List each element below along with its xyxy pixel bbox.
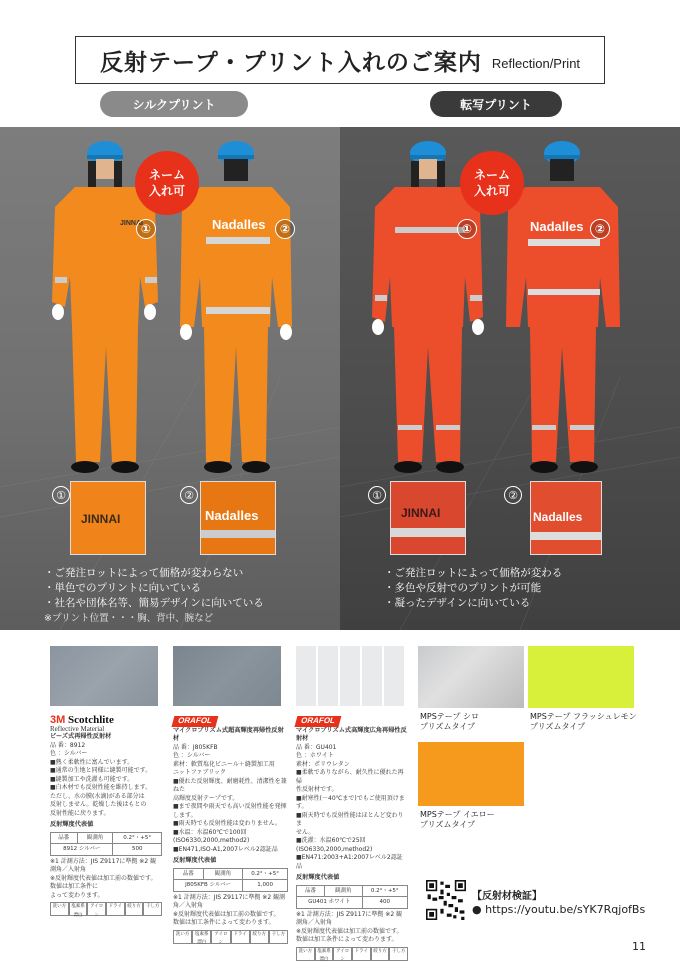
spec2-care-icons: 洗い方 塩素系漂白 アイロン ドライ 絞り方 干し方 (173, 930, 288, 944)
closeup-jinnai-silk (70, 481, 146, 555)
marker-1-silk: ① (136, 219, 156, 239)
spec1-name: ビーズ式再帰性反射材 (50, 733, 112, 740)
silk-print-panel (0, 127, 340, 630)
marker-1-transfer: ① (457, 219, 477, 239)
silk-bullets (44, 566, 264, 626)
spec-orafol-gu401: ORAFOL マイクロプリズム式高輝度広角再帰性反射材 品 番：GU401 色 ：ホワイト 素材：ポリウレタン ■柔軟でありながら、耐久性に優れた再帰 性反射材です。 ■耐寒性(－40℃まで)でもご使用頂けます。 ■雨天時でも反射性能はほとんど変わりま せん。 ■洗濯：水温60℃で25回 (ISO6330,2000,method2) ■EN471:2003+A1:2007レベル2認証品 反射輝度代表値 品番 観測角 0.2°・+5° GU401 ホワイト 400 ※1 計測方法：JIS Z9117に準拠 ※2 観測角／入射角 ※反射輝度代表値は加工前の数値です。 数値は加工条件によって変わります。 洗い方 塩素系漂白 アイロン ドライ 絞り方 干し方 (296, 716, 407, 962)
closeup-1-label-silk: ① (52, 486, 70, 504)
name-ok-badge-silk (135, 151, 199, 215)
closeup-jinnai-transfer (390, 481, 466, 555)
name-ok-badge-transfer (460, 151, 524, 215)
svg-text:Nadalles: Nadalles (530, 219, 584, 234)
spec1-care-icons: 洗い方 塩素系漂白 アイロン ドライ 絞り方 干し方 (50, 902, 162, 916)
video-link[interactable]: ● https://youtu.be/sYK7RqjofBs (472, 903, 646, 916)
3m-logo: 3M Scotchlite (50, 714, 114, 726)
closeup-nadalles-silk (200, 481, 276, 555)
badge-line-1: ネーム (148, 168, 185, 182)
swatch-gu401 (296, 646, 404, 706)
marker-2-silk: ② (275, 219, 295, 239)
tab-transfer-print: 転写プリント (430, 91, 562, 117)
transfer-print-panel (340, 127, 680, 630)
spec2-table: 品番 観測角 0.2°・+5° J805KFB シルバー 1,000 (173, 868, 288, 892)
3m-logo-sub: Reflective Material (50, 724, 105, 733)
silk-bullet-3: ・社名や団体名等、簡易デザインに向いている (44, 597, 264, 609)
page-number: 11 (632, 940, 646, 953)
closeup-nadalles-transfer (530, 481, 602, 555)
page-title: 反射テープ・プリント入れのご案内 (99, 49, 482, 76)
closeup-nadalles-text-2: Nadalles (533, 510, 583, 524)
page-subtitle: Reflection/Print (491, 55, 581, 71)
spec2-name: マイクロプリズム式超高輝度再帰性反射材 (173, 726, 284, 742)
mps-silver-label: MPSテープ シロ プリズムタイプ (420, 712, 479, 731)
marker-2-transfer: ② (590, 219, 610, 239)
spec3-table: 品番 観測角 0.2°・+5° GU401 ホワイト 400 (296, 885, 408, 909)
swatch-j805kfb (173, 646, 281, 706)
swatch-mps-yellow (418, 742, 524, 806)
silk-bullet-2: ・単色でのプリントに向いている (44, 582, 202, 594)
tab-silk-print: シルクプリント (100, 91, 248, 117)
svg-text:Nadalles: Nadalles (212, 217, 266, 232)
transfer-bullet-3: ・凝ったデザインに向いている (384, 597, 531, 609)
transfer-bullet-1: ・ご発注ロットによって価格が変わる (384, 567, 563, 579)
mps-lemon-label: MPSテープ フラッシュレモン プリズムタイプ (530, 712, 637, 731)
badge-line-1: ネーム (473, 168, 510, 182)
silk-bullet-1: ・ご発注ロットによって価格が変わらない (44, 567, 244, 579)
closeup-2-label-silk: ② (180, 486, 198, 504)
spec-3m: 3M Scotchlite Reflective Material ビーズ式再帰性反射材 品 番：8912 色 ：シルバー ■熱く柔軟性に富んでいます。 ■通常の生地と同様に縫製可能です。 ■縫製加工や洗濯も可能です。 ■白木材でも反射性能を維持します。 ただし、水の膜(水滴)がある部分は 反射しません。乾燥した後はもとの 反射性能に戻ります。 反射輝度代表値 品番 観測角 0.2°・+5° 8912 シルバー 500 ※1 計測方法：JIS Z9117に準拠 ※2 観測角／入射角 ※反射輝度代表値は加工前の数値です。数値は加工条件に よって変わります。 洗い方 塩素系漂白 アイロン ドライ 絞り方 干し方 (50, 716, 162, 916)
closeup-jinnai-text-2: JINNAI (401, 506, 441, 520)
transfer-bullets (384, 566, 562, 611)
closeup-1-label-transfer: ① (368, 486, 386, 504)
orafol-logo-1: ORAFOL (172, 716, 219, 727)
svg-text:JINNAI: JINNAI (120, 220, 143, 227)
swatch-mps-lemon (528, 646, 634, 708)
spec3-name: マイクロプリズム式高輝度広角再帰性反射材 (296, 726, 407, 742)
spec-orafol-j805: ORAFOL マイクロプリズム式超高輝度再帰性反射材 品 番：J805KFB 色 ：シルバー 素材：軟質塩化ビニール＋縫製加工用 ニットファブリック ■優れた反射輝度、耐磨耗性、清潔性を兼ねた 高輝度反射テープです。 ■まで夜間や雨天でも高い反射性能を発揮します。 ■雨天時でも反射性能は変わりません。 ■水温：水温60℃で100回(ISO6330,2000,method2) ■EN471,ISO-A1,2007レベル2認証品 反射輝度代表値 品番 観測角 0.2°・+5° J805KFB シルバー 1,000 ※1 計測方法：JIS Z9117に準拠 ※2 観測角／入射角 ※反射輝度代表値は加工前の数値です。 数値は加工条件によって変わります。 洗い方 塩素系漂白 アイロン ドライ 絞り方 干し方 (173, 716, 287, 945)
swatch-mps-silver (418, 646, 524, 708)
badge-line-2: 入れ可 (148, 184, 185, 198)
transfer-bullet-2: ・多色や反射でのプリントが可能 (384, 582, 542, 594)
spec1-table: 品番 観測角 0.2°・+5° 8912 シルバー 500 (50, 832, 162, 856)
badge-line-2: 入れ可 (473, 184, 510, 198)
swatch-3m-8912 (50, 646, 158, 706)
qr-code-icon[interactable] (426, 880, 466, 920)
orafol-logo-2: ORAFOL (295, 716, 342, 727)
spec3-care-icons: 洗い方 塩素系漂白 アイロン ドライ 絞り方 干し方 (296, 947, 408, 961)
closeup-2-label-transfer: ② (504, 486, 522, 504)
silk-note: ※プリント位置・・・胸、背中、腕など (44, 613, 214, 624)
mps-yellow-label: MPSテープ イエロー プリズムタイプ (420, 810, 495, 829)
qr-title: 【反射材検証】 (472, 891, 542, 902)
title-box (75, 36, 605, 84)
closeup-nadalles-text: Nadalles (205, 508, 259, 523)
closeup-jinnai-text: JINNAI (81, 512, 121, 526)
